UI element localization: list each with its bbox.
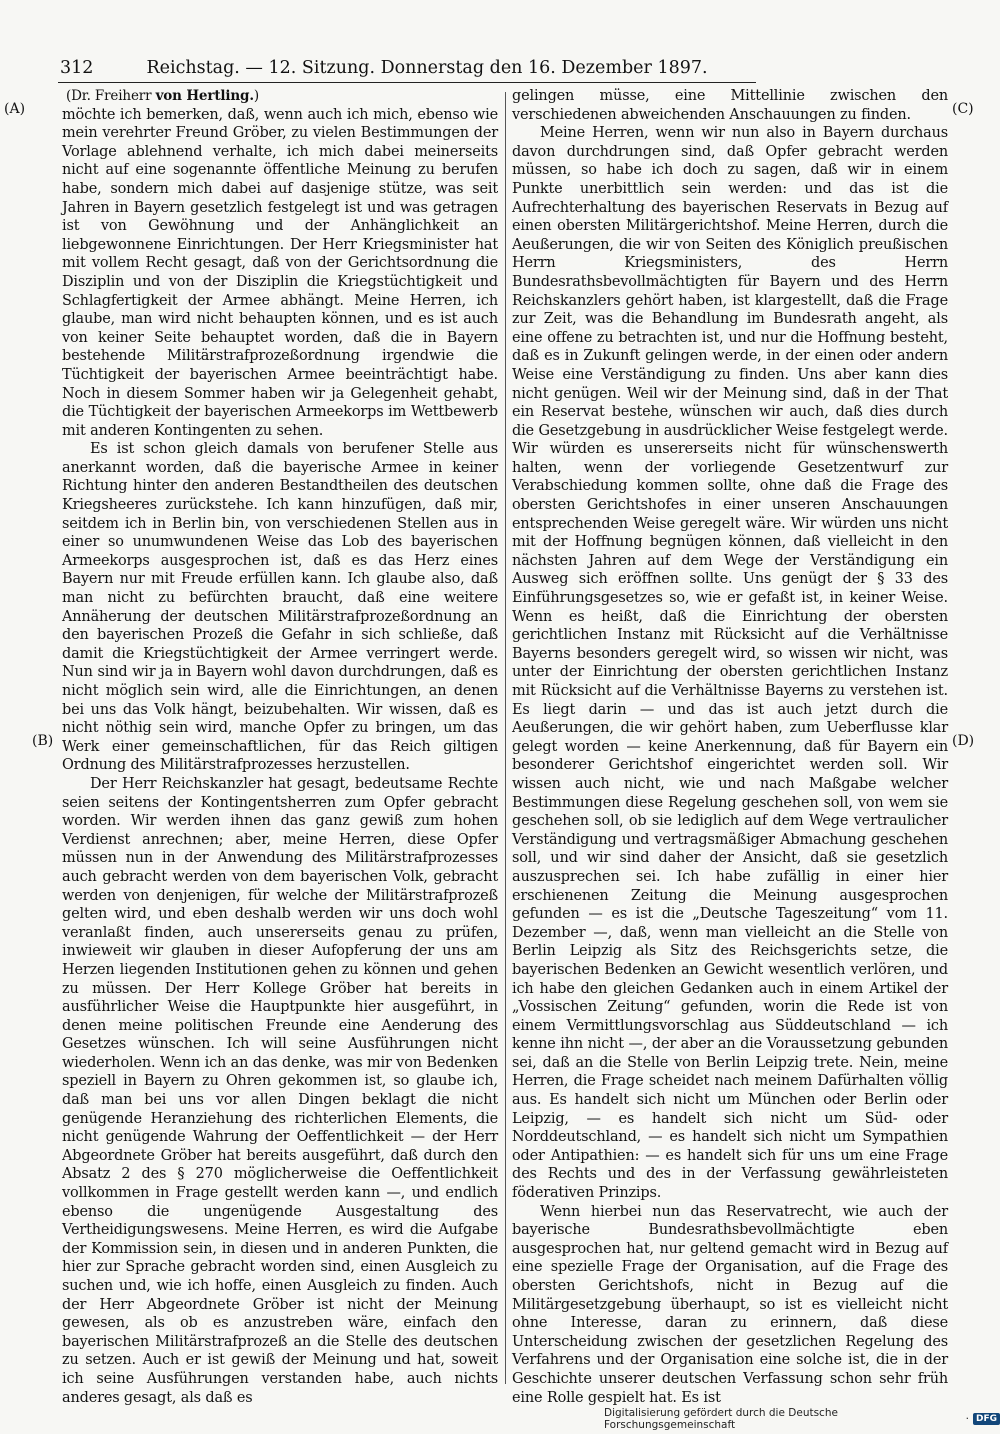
page-header: [58, 56, 756, 83]
footer-text: Digitalisierung gefördert durch die Deutsche Forschungsgemeinschaft: [604, 1407, 838, 1431]
paragraph: Wenn hierbei nun das Reservatrecht, wie auch der bayerische Bundesrathsbevollmächtigte eben ausgesprochen hat, nur geltend gemacht wird in Bezug auf eine spezielle Frage der Organisation, auf die Frage des obersten Gerichtshofs, nicht in Bezug auf die Militärgesetzgebung überhaupt, so ist es vielleicht nicht ohne Interesse, daran zu erinnern, daß diese Unterscheidung zwischen der gesetzlichen Regelung des Verfahrens und der Organisation eine solche ist, die in der Geschichte unserer deutschen Verfassung schon sehr früh eine Rolle gespielt hat. Es ist: [512, 1203, 948, 1406]
speaker-line: (Dr. Freiherr von Hertling.): [66, 88, 260, 104]
page-number: 312: [60, 58, 94, 78]
paragraph: gelingen müsse, eine Mittellinie zwischen den verschiedenen abweichenden Anschauungen zu finden.: [512, 88, 948, 123]
paragraph: Es ist schon gleich damals von berufener Stelle aus anerkannt worden, daß die bayerische Armee in keiner Richtung hinter den anderen Bestandtheilen des deutschen Kriegsheeres zurückstehe. Ich kann hinzufügen, daß mir, seitdem ich in Berlin bin, von verschiedenen Stellen aus in einer so unumwundenen Weise das Lob des bayerischen Armeekorps ausgesprochen ist, daß es das Herz eines Bayern nur mit Freude erfüllen kann. Ich glaube also, daß man nicht zu befürchten braucht, daß eine weitere Annäherung der deutschen Militärstrafprozeßordnung an den bayerischen Prozeß die Gefahr in sich schließe, daß damit die Kriegstüchtigkeit der Armee verringert werde. Nun sind wir ja in Bayern wohl davon durchdrungen, daß es nicht möglich sein wird, alle die Einrichtungen, an denen bei uns das Volk hängt, beizubehalten. Wir wissen, daß es nicht nöthig sein wird, manche Opfer zu bringen, um das Werk einer gemeinschaftlichen, für das Reich giltigen Ordnung des Militärstrafprozesses herzustellen.: [62, 441, 498, 774]
margin-letter-b: (B): [32, 733, 54, 749]
dfg-logo-icon: DFG: [973, 1413, 1000, 1425]
margin-letter-a: (A): [4, 101, 26, 117]
paragraph: Der Herr Reichskanzler hat gesagt, bedeutsame Rechte seien seitens der Kontingentsherren zum Opfer gebracht worden. Wir werden ihnen das ganz gewiß zum hohen Verdienst anrechnen; aber, meine Herren, diese Opfer müssen nun in der Anwendung des Militärstrafprozesses auch gebracht werden von dem bayerischen Volk, gebracht werden von denjenigen, für welche der Militärstrafprozeß gelten wird, und eben deshalb werden wir uns doch wohl veranlaßt finden, auch unsererseits genau zu prüfen, inwieweit wir glauben in dieser Aufopferung der uns am Herzen liegenden Institutionen gehen zu können und gehen zu müssen. Der Herr Kollege Gröber hat bereits in ausführlicher Weise die Hauptpunkte hier ausgeführt, in denen meine politischen Freunde eine Aenderung des Gesetzes wünschen. Ich will seine Ausführungen nicht wiederholen. Wenn ich an das denke, was mir von Bedenken speziell in Bayern zu Ohren gekommen ist, so glaube ich, daß man bei uns vor allen Dingen beklagt die nicht genügende Heranziehung des richterlichen Elements, die nicht genügende Wahrung der Oeffentlichkeit — der Herr Abgeordnete Gröber hat bereits ausgeführt, daß durch den Absatz 2 des § 270 möglicherweise die Oeffentlichkeit vollkommen in Frage gestellt werden kann —, und endlich ebenso die ungenügende Ausgestaltung des Vertheidigungswesens. Meine Herren, es wird die Aufgabe der Kommission sein, in diesen und in anderen Punkten, die hier zur Sprache gebracht worden sind, einen Ausgleich zu suchen und, wie ich hoffe, einen Ausgleich zu finden. Auch der Herr Abgeordnete Gröber ist nicht der Meinung gewesen, als ob es anzustreben wäre, einfach den bayerischen Militärstrafprozeß an die Stelle des deutschen zu setzen. Auch er ist gewiß der Meinung und hat, soweit ich seine Ausführungen verstanden habe, auch nichts anderes gesagt, als daß es: [62, 775, 498, 1406]
margin-letter-d: (D): [952, 733, 975, 749]
running-title: Reichstag. — 12. Sitzung. Donnerstag den 16. Dezember 1897.: [146, 58, 708, 78]
left-column: [62, 87, 498, 1407]
paragraph: Meine Herren, wenn wir nun also in Bayern durchaus davon durchdrungen sind, daß Opfer gebracht werden müssen, so habe ich doch zu sagen, daß wir in einem Punkte unerbittlich sein werden: und das ist die Aufrechterhaltung des bayerischen Reservats in Bezug auf einen obersten Militärgerichtshof. Meine Herren, durch die Aeußerungen, die wir von Seiten des Königlich preußischen Herrn Kriegsministers, des Herrn Bundesrathsbevollmächtigten für Bayern und des Herrn Reichskanzlers gehört haben, ist klargestellt, daß die Frage zur Zeit, was die Behandlung im Bundesrath angeht, als eine offene zu betrachten ist, und nur die Hoffnung besteht, daß es in Zukunft gelingen werde, in der einen oder andern Weise eine Verständigung zu finden. Uns aber kann dies nicht genügen. Weil wir der Meinung sind, daß in der That ein Reservat bestehe, wünschen wir auch, daß dies durch die Gesetzgebung in ausdrücklicher Weise festgelegt werde. Wir würden es unsererseits nicht für wünschenswerth halten, wenn der vorliegende Gesetzentwurf zur Verabschiedung kommen sollte, ohne daß die Frage des obersten Gerichtshofes in einer unseren Anschauungen entsprechenden Weise geregelt wäre. Wir würden uns nicht mit der Hoffnung begnügen können, daß vielleicht in den nächsten Jahren auf dem Wege der Verständigung ein Ausweg sich eröffnen sollte. Uns genügt der § 33 des Einführungsgesetzes so, wie er gefaßt ist, in keiner Weise. Wenn es heißt, daß die Einrichtung der obersten gerichtlichen Instanz mit Rücksicht auf die Verhältnisse Bayerns besonders geregelt wird, so wissen wir nicht, was unter der Einrichtung der obersten gerichtlichen Instanz mit Rücksicht auf die Verhältnisse Bayerns zu verstehen ist. Es liegt darin — und das ist auch jetzt durch die Aeußerungen, die wir gehört haben, zum Ueberflusse klar gelegt worden — keine Anerkennung, daß für Bayern ein besonderer Gerichtshof eingerichtet werden soll. Wir wissen auch nicht, wie und nach Maßgabe welcher Bestimmungen diese Regelung geschehen soll, von wem sie geschehen soll, ob sie lediglich auf dem Wege vertraulicher Verständigung und vertragsmäßiger Abmachung geschehen soll, und wir sind daher der Ansicht, daß sie gesetzlich auszusprechen sei. Ich habe zufällig in einer hier erschienenen Zeitung die Meinung ausgesprochen gefunden — es ist die „Deutsche Tageszeitung“ vom 11. Dezember —, daß, wenn man vielleicht an die Stelle von Berlin Leipzig als Sitz des Reichsgerichts setze, die bayerischen Bedenken an Gewicht wesentlich verlören, und ich habe den gleichen Gedanken auch in einem Artikel der „Vossischen Zeitung“ gefunden, worin die Rede ist von einem Vermittlungsvorschlag aus Süddeutschland — ich kenne ihn nicht —, der aber an die Voraussetzung gebunden sei, daß an die Stelle von Berlin Leipzig trete. Nein, meine Herren, die Frage scheidet nach meinem Dafürhalten völlig aus. Es handelt sich nicht um München oder Berlin oder Leipzig, — es handelt sich nicht um Süd- oder Norddeutschland, — es handelt sich nicht um Sympathien oder Antipathien: — es handelt sich für uns um eine Frage des Rechts und des in der Verfassung gewährleisteten föderativen Prinzips.: [512, 125, 948, 1202]
paragraph: möchte ich bemerken, daß, wenn auch ich mich, ebenso wie mein verehrter Freund Gröber, zu vielen Bestimmungen der Vorlage ablehnend verhalte, ich mich dabei meinerseits nicht auf eine sogenannte öffentliche Meinung zu berufen habe, sondern mich dabei auf dasjenige stütze, was seit Jahren in Bayern gesetzlich festgelegt ist und was getragen ist von Gewöhnung und der Anhänglichkeit an liebgewonnene Einrichtungen. Der Herr Kriegsminister hat mit vollem Recht gesagt, daß von der Gerichtsordnung die Disziplin und von der Disziplin die Kriegstüchtigkeit und Schlagfertigkeit der Armee abhängt. Meine Herren, ich glaube, man wird nicht behaupten können, und es ist auch von keiner Seite behauptet worden, daß die in Bayern bestehende Militärstrafprozeßordnung irgendwie die Tüchtigkeit der bayerischen Armee beeinträchtigt habe. Noch in diesem Sommer haben wir ja Gelegenheit gehabt, die Tüchtigkeit der bayerischen Armeekorps im Wettbewerb mit anderen Kontingenten zu sehen.: [62, 106, 498, 439]
margin-letter-c: (C): [952, 101, 974, 117]
column-divider: [505, 92, 506, 1384]
digitization-footer: [604, 1407, 1000, 1431]
right-column: [512, 87, 948, 1407]
speaker-name: von Hertling.: [155, 88, 254, 104]
dot-separator: ·: [965, 1413, 969, 1425]
